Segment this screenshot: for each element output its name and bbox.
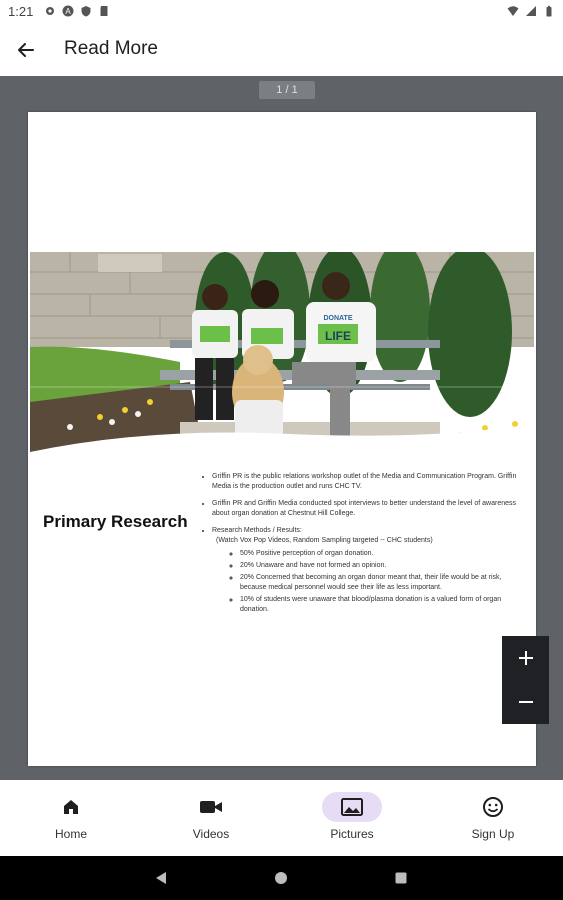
back-triangle-icon [154, 871, 168, 885]
system-navigation-bar [0, 856, 563, 900]
smiley-icon [482, 796, 504, 818]
zoom-in-button[interactable] [502, 636, 549, 680]
battery-icon [543, 5, 555, 17]
shield-icon [80, 5, 92, 17]
app-bar [0, 24, 563, 76]
plus-icon [517, 649, 535, 667]
bullet-list [192, 472, 522, 622]
sd-card-icon [98, 5, 110, 17]
result-item: ◦ 20% Concerned that becoming an organ donor meant that, their life would be at risk, because medical personnel would see their life as less important. [240, 573, 522, 593]
nav-item-videos[interactable] [156, 790, 266, 850]
status-bar [0, 0, 563, 24]
recents-square-icon [394, 871, 408, 885]
video-camera-icon [198, 797, 224, 817]
back-button[interactable] [10, 34, 42, 66]
nav-label: Sign Up [471, 827, 515, 841]
pdf-page[interactable] [28, 112, 536, 766]
bullet-item [212, 526, 522, 615]
group-photo [30, 252, 534, 457]
bullet-item-text: Research Methods / Results: [212, 527, 302, 534]
nav-item-sign-up[interactable] [438, 790, 548, 850]
a-badge-icon [62, 5, 74, 17]
nav-icon-container [463, 792, 523, 822]
status-time: 1:21 [8, 4, 34, 19]
bullet-item: • Griffin PR and Griffin Media conducted spot interviews to better understand the level of awareness about organ donation at Chestnut Hill College. [212, 499, 522, 519]
nav-icon-container [181, 792, 241, 822]
results-list [212, 549, 522, 615]
zoom-control [502, 636, 549, 724]
image-icon [340, 797, 364, 817]
system-recents-button[interactable] [391, 868, 411, 888]
nav-icon-container [41, 792, 101, 822]
result-item: ◦ 20% Unaware and have not formed an opinion. [240, 561, 522, 571]
status-icons-left [44, 5, 110, 17]
group-photo-image [30, 252, 534, 457]
wifi-icon [507, 5, 519, 17]
bottom-navigation [0, 780, 563, 856]
nav-icon-container-active [322, 792, 382, 822]
system-home-button[interactable] [271, 868, 291, 888]
status-icons-right [507, 5, 555, 17]
pdf-viewer[interactable] [0, 76, 563, 780]
shirt-text-top: DONATE [323, 315, 353, 322]
home-icon [61, 797, 81, 817]
page-title: Read More [64, 38, 158, 59]
bullet-item: • Griffin PR is the public relations workshop outlet of the Media and Communication Program. Griffin Media is the production outlet and runs CHC TV. [212, 472, 522, 492]
page-indicator: 1 / 1 [259, 81, 315, 99]
section-heading: Primary Research [43, 512, 188, 531]
nav-label: Videos [192, 827, 230, 841]
arrow-left-icon [16, 40, 36, 60]
nav-label: Home [54, 827, 87, 841]
methods-note: (Watch Vox Pop Videos, Random Sampling targeted -- CHC students) [216, 537, 433, 544]
shirt-text-bottom: LIFE [325, 329, 351, 343]
system-back-button[interactable] [151, 868, 171, 888]
nav-label: Pictures [330, 827, 374, 841]
home-circle-icon [274, 871, 288, 885]
svg-text:A: A [65, 7, 71, 16]
result-item: ◦ 10% of students were unaware that blood/plasma donation is a valued form of organ donation. [240, 595, 522, 615]
nav-item-home[interactable] [16, 790, 126, 850]
result-item: ◦ 50% Positive perception of organ donation. [240, 549, 522, 559]
gear-icon [44, 5, 56, 17]
signal-icon [525, 5, 537, 17]
zoom-out-button[interactable] [502, 680, 549, 724]
minus-icon [517, 693, 535, 711]
nav-item-pictures[interactable] [297, 790, 407, 850]
